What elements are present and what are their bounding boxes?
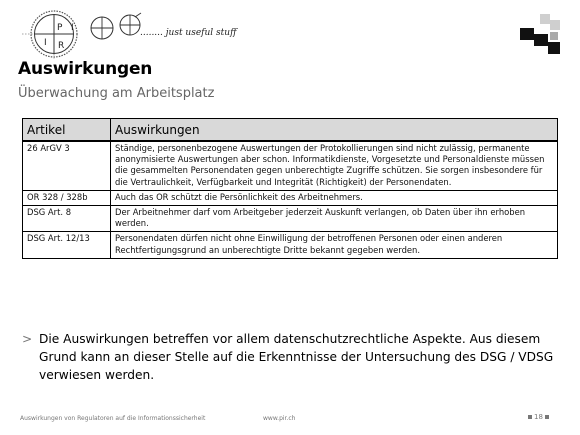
footer-presentation-title: Auswirkungen von Regulatoren auf die Informationssicherheit (20, 415, 206, 422)
bullet-marker: > (22, 332, 33, 346)
logo-tagline: ........ just useful stuff (140, 28, 237, 38)
cell-effect: Ständige, personenbezogene Auswertungen der Protokollierungen sind nicht zulässig, permanente anonymisierte Auswertungen aber schon. Informatikdienste, Vorgesetzte und Personaldienste müssen die gesammelten Personendaten gegen unberechtigte Zugriffe schützen. Sie sorgen insbesondere für die Vertraulichkeit, Verfügbarkeit und Integrität (Richtigkeit) der Personendaten. (111, 141, 558, 190)
cell-article: 26 ArGV 3 (23, 141, 111, 190)
bullet-text: Die Auswirkungen betreffen vor allem datenschutzrechtliche Aspekte. Aus diesem Grund kann an dieser Stelle auf die Erkenntnisse der Untersuchung des DSG / VDSG verwiesen werden. (39, 332, 554, 382)
table-header-row (23, 119, 558, 142)
cell-effect: Personendaten dürfen nicht ohne Einwilligung der betroffenen Personen oder einen anderen Rechtfertigungsgrund an unberechtigte Dritte bekannt gegeben werden. (111, 232, 558, 258)
table-row (23, 232, 558, 258)
cell-effect: Der Arbeitnehmer darf vom Arbeitgeber jederzeit Auskunft verlangen, ob Daten über ihn erhoben werden. (111, 206, 558, 232)
slide-subtitle: Überwachung am Arbeitsplatz (18, 86, 215, 101)
slide-title: Auswirkungen (18, 59, 153, 79)
corner-squares-decoration (520, 14, 570, 58)
table-row (23, 141, 558, 190)
regulation-table (22, 118, 558, 259)
logo-letter-i-left: I (44, 38, 47, 48)
page-square-icon-left (528, 415, 532, 419)
summary-bullet (22, 330, 567, 384)
logo-letter-p: P (57, 23, 63, 33)
page-number: 18 (534, 413, 543, 421)
header-auswirkungen: Auswirkungen (111, 119, 558, 142)
logo-letter-r: R (58, 41, 65, 51)
table-row (23, 206, 558, 232)
logo-letter-i-right: I (71, 23, 74, 33)
footer-url: www.pir.ch (263, 415, 296, 422)
footer-page-number (526, 413, 551, 421)
cell-article: DSG Art. 12/13 (23, 232, 111, 258)
cell-article: DSG Art. 8 (23, 206, 111, 232)
header-artikel: Artikel (23, 119, 111, 142)
table-row (23, 190, 558, 205)
page-square-icon-right (545, 415, 549, 419)
cell-article: OR 328 / 328b (23, 190, 111, 205)
cell-effect: Auch das OR schützt die Persönlichkeit des Arbeitnehmers. (111, 190, 558, 205)
